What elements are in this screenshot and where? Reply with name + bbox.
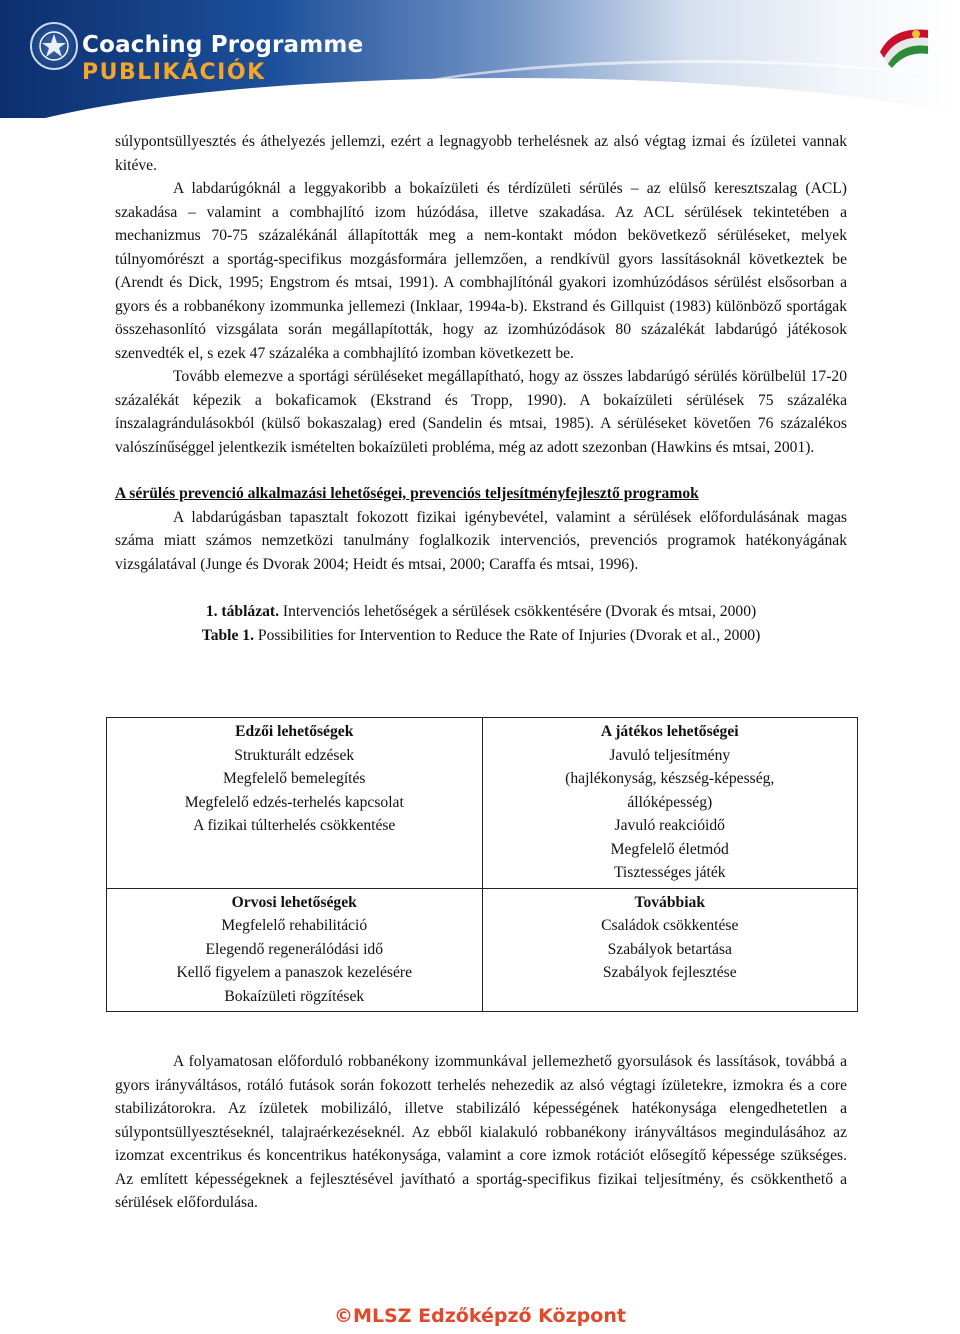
document-body <box>115 130 847 647</box>
cell-item: Megfelelő rehabilitáció <box>221 917 368 934</box>
paragraph: súlypontsüllyesztés és áthelyezés jellemzi, ezért a legnagyobb terhelésnek az alsó végtag izmai és ízületei vannak kitéve. <box>115 133 847 174</box>
table-cell-player <box>482 718 858 889</box>
cell-item: Strukturált edzések <box>234 746 355 764</box>
cell-title: Továbbiak <box>634 893 705 911</box>
cell-item: Megfelelő edzés-terhelés kapcsolat <box>184 793 404 811</box>
table-caption-hu <box>115 600 847 624</box>
intervention-table <box>106 717 858 1012</box>
cell-title: A játékos lehetőségei <box>600 723 739 740</box>
paragraph: Tovább elemezve a sportági sérüléseket megállapítható, hogy az összes labdarúgó sérülés körülbelül 17-20 százalékát képezik a bokaficamok (Ekstrand és Tropp, 1990). A bokaízületi sérülések 75 százaléka ínszalagrándulásokból (külső bokaszalag) ered (Sandelin és mtsai, 1985). A sérüléseket követően 76 százalékos valószínűséggel jelentkezik ismételten bokaízületi probléma, még az adott szezonban (Hawkins és mtsai, 2001). <box>115 368 847 456</box>
paragraph: A labdarúgásban tapasztalt fokozott fizikai igénybevétel, valamint a sérülések előfordulásának magas száma miatt számos nemzetközi tanulmány foglalkozik intervenciós, prevenciós programok hatékonyágának vizsgálatával (Junge és Dvorak 2004; Heidt és mtsai, 2000; Caraffa és mtsai, 1996). <box>115 508 847 573</box>
document-body-bottom <box>115 1050 847 1215</box>
table-caption-en <box>115 624 847 648</box>
table-row <box>107 888 858 1012</box>
cell-item: Családok csökkentése <box>601 917 739 934</box>
table-caption-text: Possibilities for Intervention to Reduce the Rate of Injuries (Dvorak et al., 2000) <box>254 626 761 644</box>
cell-item: Kellő figyelem a panaszok kezelésére <box>176 964 413 981</box>
table-caption-text: Intervenciós lehetőségek a sérülések csökkentésére (Dvorak és mtsai, 2000) <box>279 603 757 620</box>
cell-item: A fizikai túlterhelés csökkentése <box>193 817 396 834</box>
cell-item: Megfelelő bemelegítés <box>223 770 366 787</box>
cell-item: (hajlékonyság, készség-képesség, <box>565 770 775 787</box>
header-banner <box>0 0 960 118</box>
cell-item: Elegendő regenerálódási idő <box>205 940 384 958</box>
uefa-star-icon <box>36 28 72 64</box>
table-caption-label: 1. táblázat. <box>205 603 280 620</box>
cell-title: Edzői lehetőségek <box>235 723 354 740</box>
cell-item: Tisztességes játék <box>613 864 726 881</box>
table-cell-other <box>482 888 858 1012</box>
banner-subtitle: PUBLIKÁCIÓK <box>82 60 266 85</box>
cell-item: Megfelelő életmód <box>610 840 729 858</box>
table-cell-coach <box>107 718 483 889</box>
cell-item: Bokaízületi rögzítések <box>224 987 365 1005</box>
table-row <box>107 718 858 889</box>
section-heading: A sérülés prevenció alkalmazási lehetőségei, prevenciós teljesítményfejlesztő programok <box>115 485 699 502</box>
cell-title: Orvosi lehetőségek <box>231 893 357 911</box>
paragraph: A labdarúgóknál a leggyakoribb a bokaízületi és térdízületi sérülés ‒ az elülső keresztszalag (ACL) szakadása ‒ valamint a combhajlító izom húzódása, illetve szakadása. Az ACL sérülések tekintetében a mechanizmus 70-75 százalékánál állapították meg a nem-kontakt módon bekövetkező sérüléseket, melyek túlnyomórészt a sportág-specifikus mozgásformára jellemzően, a rendkívül gyors lassításoknál következtek be (Arendt és Dick, 1995; Engstrom és mtsai, 1991). A combhajlítónál gyakori izomhúzódásos sérülést elsősorban a gyors és a robbanékony izommunka jellemezi (Inklaar, 1994a-b). Ekstrand és Gillquist (1983) különböző sportágak összehasonlító vizsgálata során megállapították, hogy az izomhúzódások 80 százalékát labdarúgó játékosok szenvedték el, s ezek 47 százaléka a combhajlító izomban következett be. <box>115 180 847 362</box>
table-cell-medical <box>107 888 483 1012</box>
uefa-logo <box>30 22 78 70</box>
hungarian-flag-icon <box>876 22 934 70</box>
table-caption-label: Table 1. <box>201 626 255 644</box>
paragraph: A folyamatosan előforduló robbanékony izommunkával jellemezhető gyorsulások és lassítások, továbbá a gyors irányváltásos, rotáló futások során fokozott terhelés nehezedik az alsó végtagi ízületekre, izmokra és a core stabilizátorokra. Az ízületek mobilizáló, illetve stabilizáló képességének hatékonysága elengedhetetlen a súlypontsüllyesztéseknél, talajraérkezéseknél. Az ebből kialakuló robbanékony irányváltásos megindulásához az izomzat excentrikus és koncentrikus hatékonysága, valamint a core izmok rotációt elősegítő képessége szükséges. Az említett képességeknek a fejlesztésével javítható a sportág-specifikus fizikai teljesítmény, és csökkenthető a sérülések előfordulása. <box>115 1053 847 1211</box>
cell-item: állóképesség) <box>627 793 713 811</box>
cell-item: Szabályok fejlesztése <box>602 964 737 981</box>
cell-item: Javuló reakcióidő <box>614 817 725 834</box>
cell-item: Szabályok betartása <box>607 940 732 958</box>
cell-item: Javuló teljesítmény <box>609 746 731 764</box>
footer-copyright: ©MLSZ Edzőképző Központ <box>334 1305 626 1327</box>
banner-title: Coaching Programme <box>82 32 364 58</box>
